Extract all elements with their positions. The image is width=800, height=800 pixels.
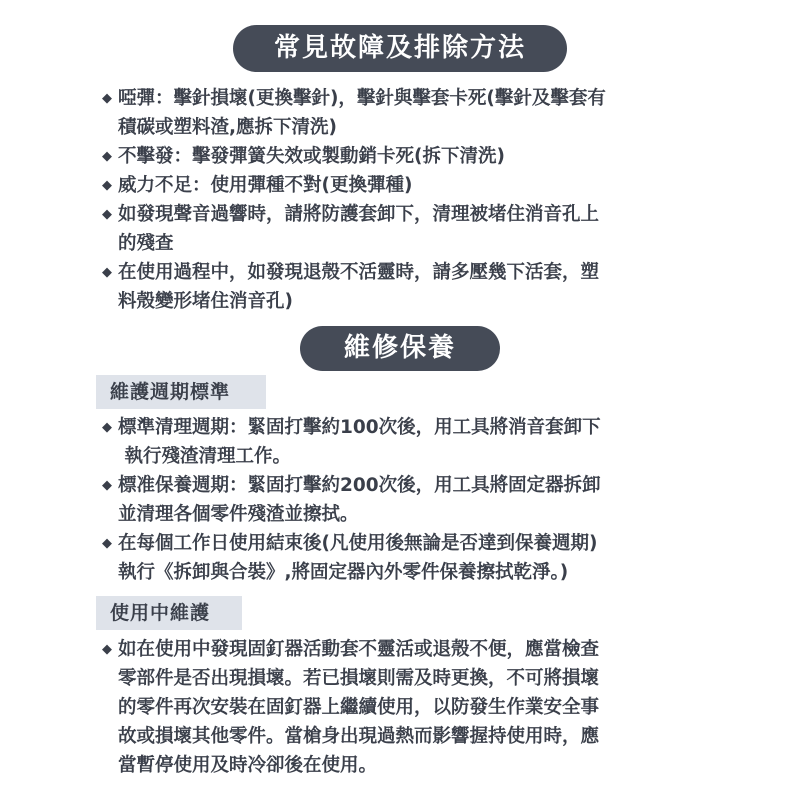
- list-item: [100, 529, 710, 587]
- troubleshooting-list: [100, 84, 710, 316]
- diamond-bullet-icon: ◆: [102, 642, 112, 657]
- subheading-in-use-maintenance: 使用中維護: [96, 596, 242, 630]
- diamond-bullet-icon: ◆: [102, 420, 112, 435]
- in-use-maintenance-list: [100, 635, 710, 780]
- list-item: [100, 413, 710, 471]
- diamond-bullet-icon: ◆: [102, 265, 112, 280]
- diamond-bullet-icon: ◆: [102, 149, 112, 164]
- list-item-text: 標準清理週期：緊固打擊約100次後，用工具將消音套卸下 執行殘渣清理工作。: [118, 417, 601, 467]
- list-item: [100, 471, 710, 529]
- list-item: [100, 84, 710, 142]
- list-item-text: 在使用過程中，如發現退殼不活靈時，請多壓幾下活套，塑 料殼變形堵住消音孔): [118, 262, 600, 312]
- list-item-text: 標准保養週期：緊固打擊約200次後，用工具將固定器拆卸 並清理各個零件殘渣並擦拭。: [118, 475, 601, 525]
- diamond-bullet-icon: ◆: [102, 536, 112, 551]
- list-item-text: 啞彈：擊針損壞(更換擊針)，擊針與擊套卡死(擊針及擊套有 積碳或塑料渣,應拆下清洗): [118, 88, 606, 138]
- list-item-text: 不擊發：擊發彈簧失效或製動銷卡死(拆下清洗): [118, 146, 505, 167]
- diamond-bullet-icon: ◆: [102, 178, 112, 193]
- list-item-text: 如在使用中發現固釘器活動套不靈活或退殼不便，應當檢查 零部件是否出現損壞。若已損壞則需及時更換，不可將損壞 的零件再次安裝在固釘器上繼續使用，以防發生作業安全事 故或損壞其他零件。當槍身出現過熱而影響握持使用時，應 當暫停使用及時冷卻後在使用。: [118, 639, 600, 776]
- list-item: [100, 635, 710, 780]
- diamond-bullet-icon: ◆: [102, 207, 112, 222]
- list-item: [100, 171, 710, 200]
- list-item-text: 威力不足：使用彈種不對(更換彈種): [118, 175, 413, 196]
- subheading-maintenance-cycle: 維護週期標準: [96, 375, 266, 409]
- list-item-text: 在每個工作日使用結束後(凡使用後無論是否達到保養週期) 執行《拆卸與合裝》,將固定器內外零件保養擦拭乾淨。): [118, 533, 598, 583]
- list-item: [100, 258, 710, 316]
- diamond-bullet-icon: ◆: [102, 478, 112, 493]
- list-item: [100, 200, 710, 258]
- list-item: [100, 142, 710, 171]
- diamond-bullet-icon: ◆: [102, 91, 112, 106]
- maintenance-cycle-list: [100, 413, 710, 587]
- list-item-text: 如發現聲音過響時，請將防護套卸下，清理被堵住消音孔上 的殘查: [118, 204, 600, 254]
- section-title-troubleshooting: 常見故障及排除方法: [233, 25, 567, 72]
- section-title-maintenance: 維修保養: [300, 326, 500, 371]
